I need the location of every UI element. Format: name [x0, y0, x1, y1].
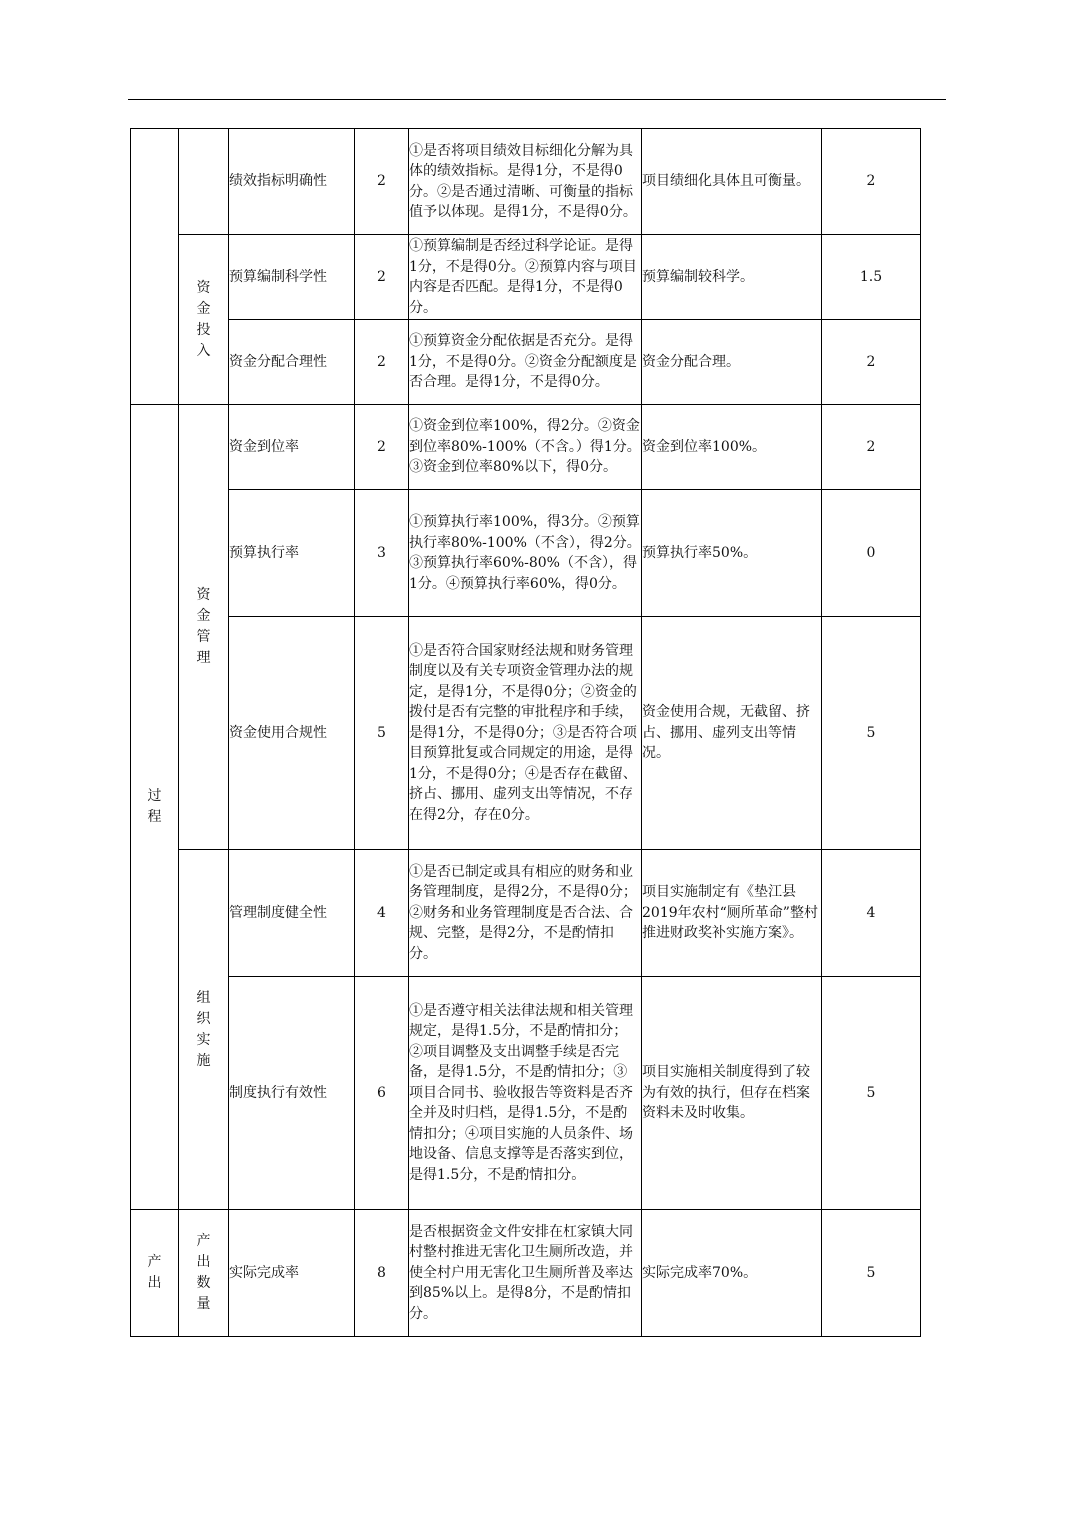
score-result: 2: [822, 320, 921, 405]
scoring-criteria: 是否根据资金文件安排在杠家镇大同村整村推进无害化卫生厕所改造，并使全村户用无害化卫生厕所普及率达到85%以上。是得8分，不是酌情扣分。: [409, 1210, 642, 1337]
level2-indicator-cell: 资金管理: [179, 405, 229, 850]
scoring-criteria: ①预算执行率100%，得3分。②预算执行率80%-100%（不含），得2分。③预算执行率60%-80%（不含），得1分。④预算执行率60%，得0分。: [409, 490, 642, 617]
level2-indicator-cell: [179, 129, 229, 235]
indicator-name: 绩效指标明确性: [229, 129, 355, 235]
scoring-criteria: ①是否遵守相关法律法规和相关管理规定，是得1.5分，不是酌情扣分；②项目调整及支出调整手续是否完备，是得1.5分，不是酌情扣分；③项目合同书、验收报告等资料是否齐全并及时归档，是得1.5分，不是酌情扣分；④项目实施的人员条件、场地设备、信息支撑等是否落实到位，是得1.5分，不是酌情扣分。: [409, 977, 642, 1210]
table-row: [131, 977, 921, 1210]
indicator-name: 资金使用合规性: [229, 617, 355, 850]
indicator-weight: 2: [355, 320, 409, 405]
indicator-name: 预算执行率: [229, 490, 355, 617]
scoring-criteria: ①是否已制定或具有相应的财务和业务管理制度，是得2分，不是得0分；②财务和业务管理制度是否合法、合规、完整，是得2分，不是酌情扣分。: [409, 850, 642, 977]
indicator-name: 实际完成率: [229, 1210, 355, 1337]
table-row: [131, 129, 921, 235]
score-result: 5: [822, 977, 921, 1210]
level2-indicator-cell: 组织实施: [179, 850, 229, 1210]
evaluation-note: 项目实施制定有《垫江县2019年农村“厕所革命”整村推进财政奖补实施方案》。: [642, 850, 822, 977]
indicator-name: 制度执行有效性: [229, 977, 355, 1210]
score-result: 2: [822, 405, 921, 490]
score-result: 2: [822, 129, 921, 235]
table-row: [131, 850, 921, 977]
level1-indicator-cell: 产出: [131, 1210, 179, 1337]
table-row: [131, 617, 921, 850]
level2-indicator-cell: 产出数量: [179, 1210, 229, 1337]
scoring-criteria: ①预算资金分配依据是否充分。是得1分，不是得0分。②资金分配额度是否合理。是得1分，不是得0分。: [409, 320, 642, 405]
performance-evaluation-table: [130, 128, 921, 1337]
indicator-weight: 8: [355, 1210, 409, 1337]
evaluation-note: 资金到位率100%。: [642, 405, 822, 490]
indicator-weight: 3: [355, 490, 409, 617]
indicator-weight: 2: [355, 235, 409, 320]
scoring-criteria: ①资金到位率100%，得2分。②资金到位率80%-100%（不含。）得1分。③资金到位率80%以下，得0分。: [409, 405, 642, 490]
table-row: [131, 1210, 921, 1337]
score-result: 5: [822, 1210, 921, 1337]
evaluation-note: 项目绩细化具体且可衡量。: [642, 129, 822, 235]
indicator-name: 预算编制科学性: [229, 235, 355, 320]
header-rule: [128, 99, 946, 100]
score-result: 1.5: [822, 235, 921, 320]
table-row: [131, 490, 921, 617]
table-row: [131, 405, 921, 490]
evaluation-note: 预算执行率50%。: [642, 490, 822, 617]
score-result: 4: [822, 850, 921, 977]
level2-indicator-cell: 资金投入: [179, 235, 229, 405]
evaluation-note: 预算编制较科学。: [642, 235, 822, 320]
indicator-weight: 5: [355, 617, 409, 850]
evaluation-note: 项目实施相关制度得到了较为有效的执行，但存在档案资料未及时收集。: [642, 977, 822, 1210]
level1-indicator-cell: 过程: [131, 405, 179, 1210]
evaluation-note: 实际完成率70%。: [642, 1210, 822, 1337]
score-result: 5: [822, 617, 921, 850]
indicator-weight: 2: [355, 405, 409, 490]
indicator-weight: 6: [355, 977, 409, 1210]
indicator-name: 管理制度健全性: [229, 850, 355, 977]
evaluation-note: 资金使用合规，无截留、挤占、挪用、虚列支出等情况。: [642, 617, 822, 850]
table-row: [131, 235, 921, 320]
indicator-weight: 2: [355, 129, 409, 235]
table-row: [131, 320, 921, 405]
scoring-criteria: ①预算编制是否经过科学论证。是得1分，不是得0分。②预算内容与项目内容是否匹配。是得1分，不是得0分。: [409, 235, 642, 320]
score-result: 0: [822, 490, 921, 617]
scoring-criteria: ①是否符合国家财经法规和财务管理制度以及有关专项资金管理办法的规定，是得1分，不是得0分；②资金的拨付是否有完整的审批程序和手续，是得1分，不是得0分；③是否符合项目预算批复或合同规定的用途，是得1分，不是得0分；④是否存在截留、挤占、挪用、虚列支出等情况，不存在得2分，存在0分。: [409, 617, 642, 850]
indicator-name: 资金分配合理性: [229, 320, 355, 405]
indicator-name: 资金到位率: [229, 405, 355, 490]
scoring-criteria: ①是否将项目绩效目标细化分解为具体的绩效指标。是得1分，不是得0分。②是否通过清晰、可衡量的指标值予以体现。是得1分，不是得0分。: [409, 129, 642, 235]
indicator-weight: 4: [355, 850, 409, 977]
level1-indicator-cell: [131, 129, 179, 405]
evaluation-note: 资金分配合理。: [642, 320, 822, 405]
